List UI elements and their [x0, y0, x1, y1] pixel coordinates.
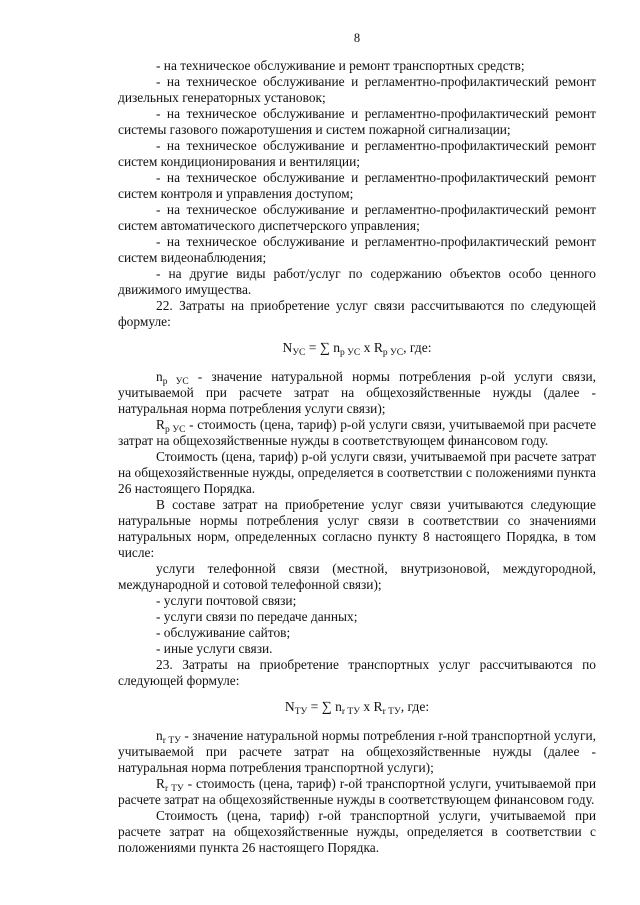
list-item: - на техническое обслуживание и ремонт транспортных средств;	[156, 58, 525, 73]
list-item: - обслуживание сайтов;	[156, 625, 291, 640]
definition-symbol-subscript: p УС	[164, 425, 186, 435]
list-item: - услуги связи по передаче данных;	[156, 609, 358, 624]
list-item: - на техническое обслуживание и регламентно-профилактический ремонт систем кондиционирования и вентиляции;	[118, 138, 596, 169]
section-23-intro: 23. Затраты на приобретение транспортных услуг рассчитываются по следующей формуле:	[118, 657, 596, 688]
list-item: - на техническое обслуживание и регламентно-профилактический ремонт систем контроля и управления доступом;	[118, 170, 596, 201]
definition-symbol: n	[156, 728, 163, 743]
formula-transport-services	[118, 699, 596, 716]
composition-paragraph: В составе затрат на приобретение услуг связи учитываются следующие натуральные нормы потребления услуг связи в соответствии со значениями натуральных норм, определенных согласно пункту 8 настоящего Порядка, в том числе:	[118, 497, 596, 560]
list-item: - на техническое обслуживание и регламентно-профилактический ремонт систем видеонаблюдения;	[118, 234, 596, 265]
price-note-transport: Стоимость (цена, тариф) r-ой транспортной услуги, учитываемой при расчете затрат на общехозяйственные нужды, определяется в соответствии с положениями пункта 26 настоящего Порядка.	[118, 808, 596, 855]
definition-symbol: n	[156, 369, 163, 384]
formula-term-r: R	[373, 699, 383, 714]
list-item: - на техническое обслуживание и регламентно-профилактический ремонт систем автоматического диспетчерского управления;	[118, 202, 596, 233]
definition-symbol: R	[156, 776, 165, 791]
list-item: - услуги почтовой связи;	[156, 593, 297, 608]
formula-times: x	[359, 699, 374, 714]
definition-r-communication	[118, 417, 596, 449]
definition-text: - значение натуральной нормы потребления r-ной транспортной услуги, учитываемой при расчете затрат на общехозяйственные нужды (далее - натуральная норма потребления транспортной услуги);	[118, 728, 596, 775]
formula-equals: =	[307, 699, 322, 714]
formula-term-r: R	[373, 340, 383, 355]
definition-symbol-subscript: r ТУ	[164, 784, 184, 794]
formula-communication-services	[118, 340, 596, 357]
definition-n-transport	[118, 728, 596, 776]
list-item: услуги телефонной связи (местной, внутризоновой, междугородной, международной и сотовой телефонной связи);	[118, 561, 596, 592]
formula-tail: , где:	[403, 340, 432, 355]
formula-times: x	[360, 340, 374, 355]
definition-text: - стоимость (цена, тариф) r-ой транспортной услуги, учитываемой при расчете затрат на общехозяйственные нужды в соответствующем финансовом году.	[118, 776, 596, 807]
price-note-communication: Стоимость (цена, тариф) p-ой услуги связи, учитываемой при расчете затрат на общехозяйственные нужды, определяется в соответствии с положениями пункта 26 настоящего Порядка.	[118, 449, 596, 496]
formula-term-r-subscript: r ТУ	[382, 707, 401, 717]
formula-term-n: n	[335, 699, 342, 714]
definition-n-communication	[118, 369, 596, 417]
page-number: 8	[353, 31, 361, 45]
section-22-intro: 22. Затраты на приобретение услуг связи рассчитываются по следующей формуле:	[118, 298, 596, 329]
definition-text: - стоимость (цена, тариф) p-ой услуги связи, учитываемой при расчете затрат на общехозяйственные нужды в соответствующем финансовом году.	[118, 417, 597, 448]
list-item: - на техническое обслуживание и регламентно-профилактический ремонт дизельных генераторных установок;	[118, 74, 596, 105]
formula-term-n: n	[333, 340, 341, 355]
list-item: - иные услуги связи.	[156, 641, 273, 656]
definition-text: - значение натуральной нормы потребления p-ой услуги связи, учитываемой при расчете затрат на общехозяйственные нужды (далее - натуральная норма потребления услуги связи);	[118, 369, 597, 416]
formula-lhs-subscript: ТУ	[294, 707, 308, 717]
formula-term-n-subscript: p УС	[340, 348, 361, 358]
formula-lhs: N	[284, 699, 295, 714]
formula-lhs-subscript: УС	[292, 348, 306, 358]
definition-symbol: R	[156, 417, 165, 432]
sum-symbol: ∑	[319, 341, 330, 356]
formula-lhs: N	[282, 340, 293, 355]
definition-symbol-subscript: r ТУ	[162, 736, 181, 746]
formula-equals: =	[305, 340, 320, 355]
list-item: - на техническое обслуживание и регламентно-профилактический ремонт системы газового пожаротушения и систем пожарной сигнализации;	[118, 106, 596, 137]
list-item: - на другие виды работ/услуг по содержанию объектов особо ценного движимого имущества.	[118, 266, 596, 297]
formula-tail: , где:	[400, 699, 430, 714]
formula-term-n-subscript: r ТУ	[341, 707, 360, 717]
definition-r-transport	[118, 776, 596, 808]
formula-term-r-subscript: p УС	[382, 348, 404, 358]
definition-symbol-subscript: p УС	[162, 377, 189, 387]
sum-symbol: ∑	[321, 700, 332, 715]
